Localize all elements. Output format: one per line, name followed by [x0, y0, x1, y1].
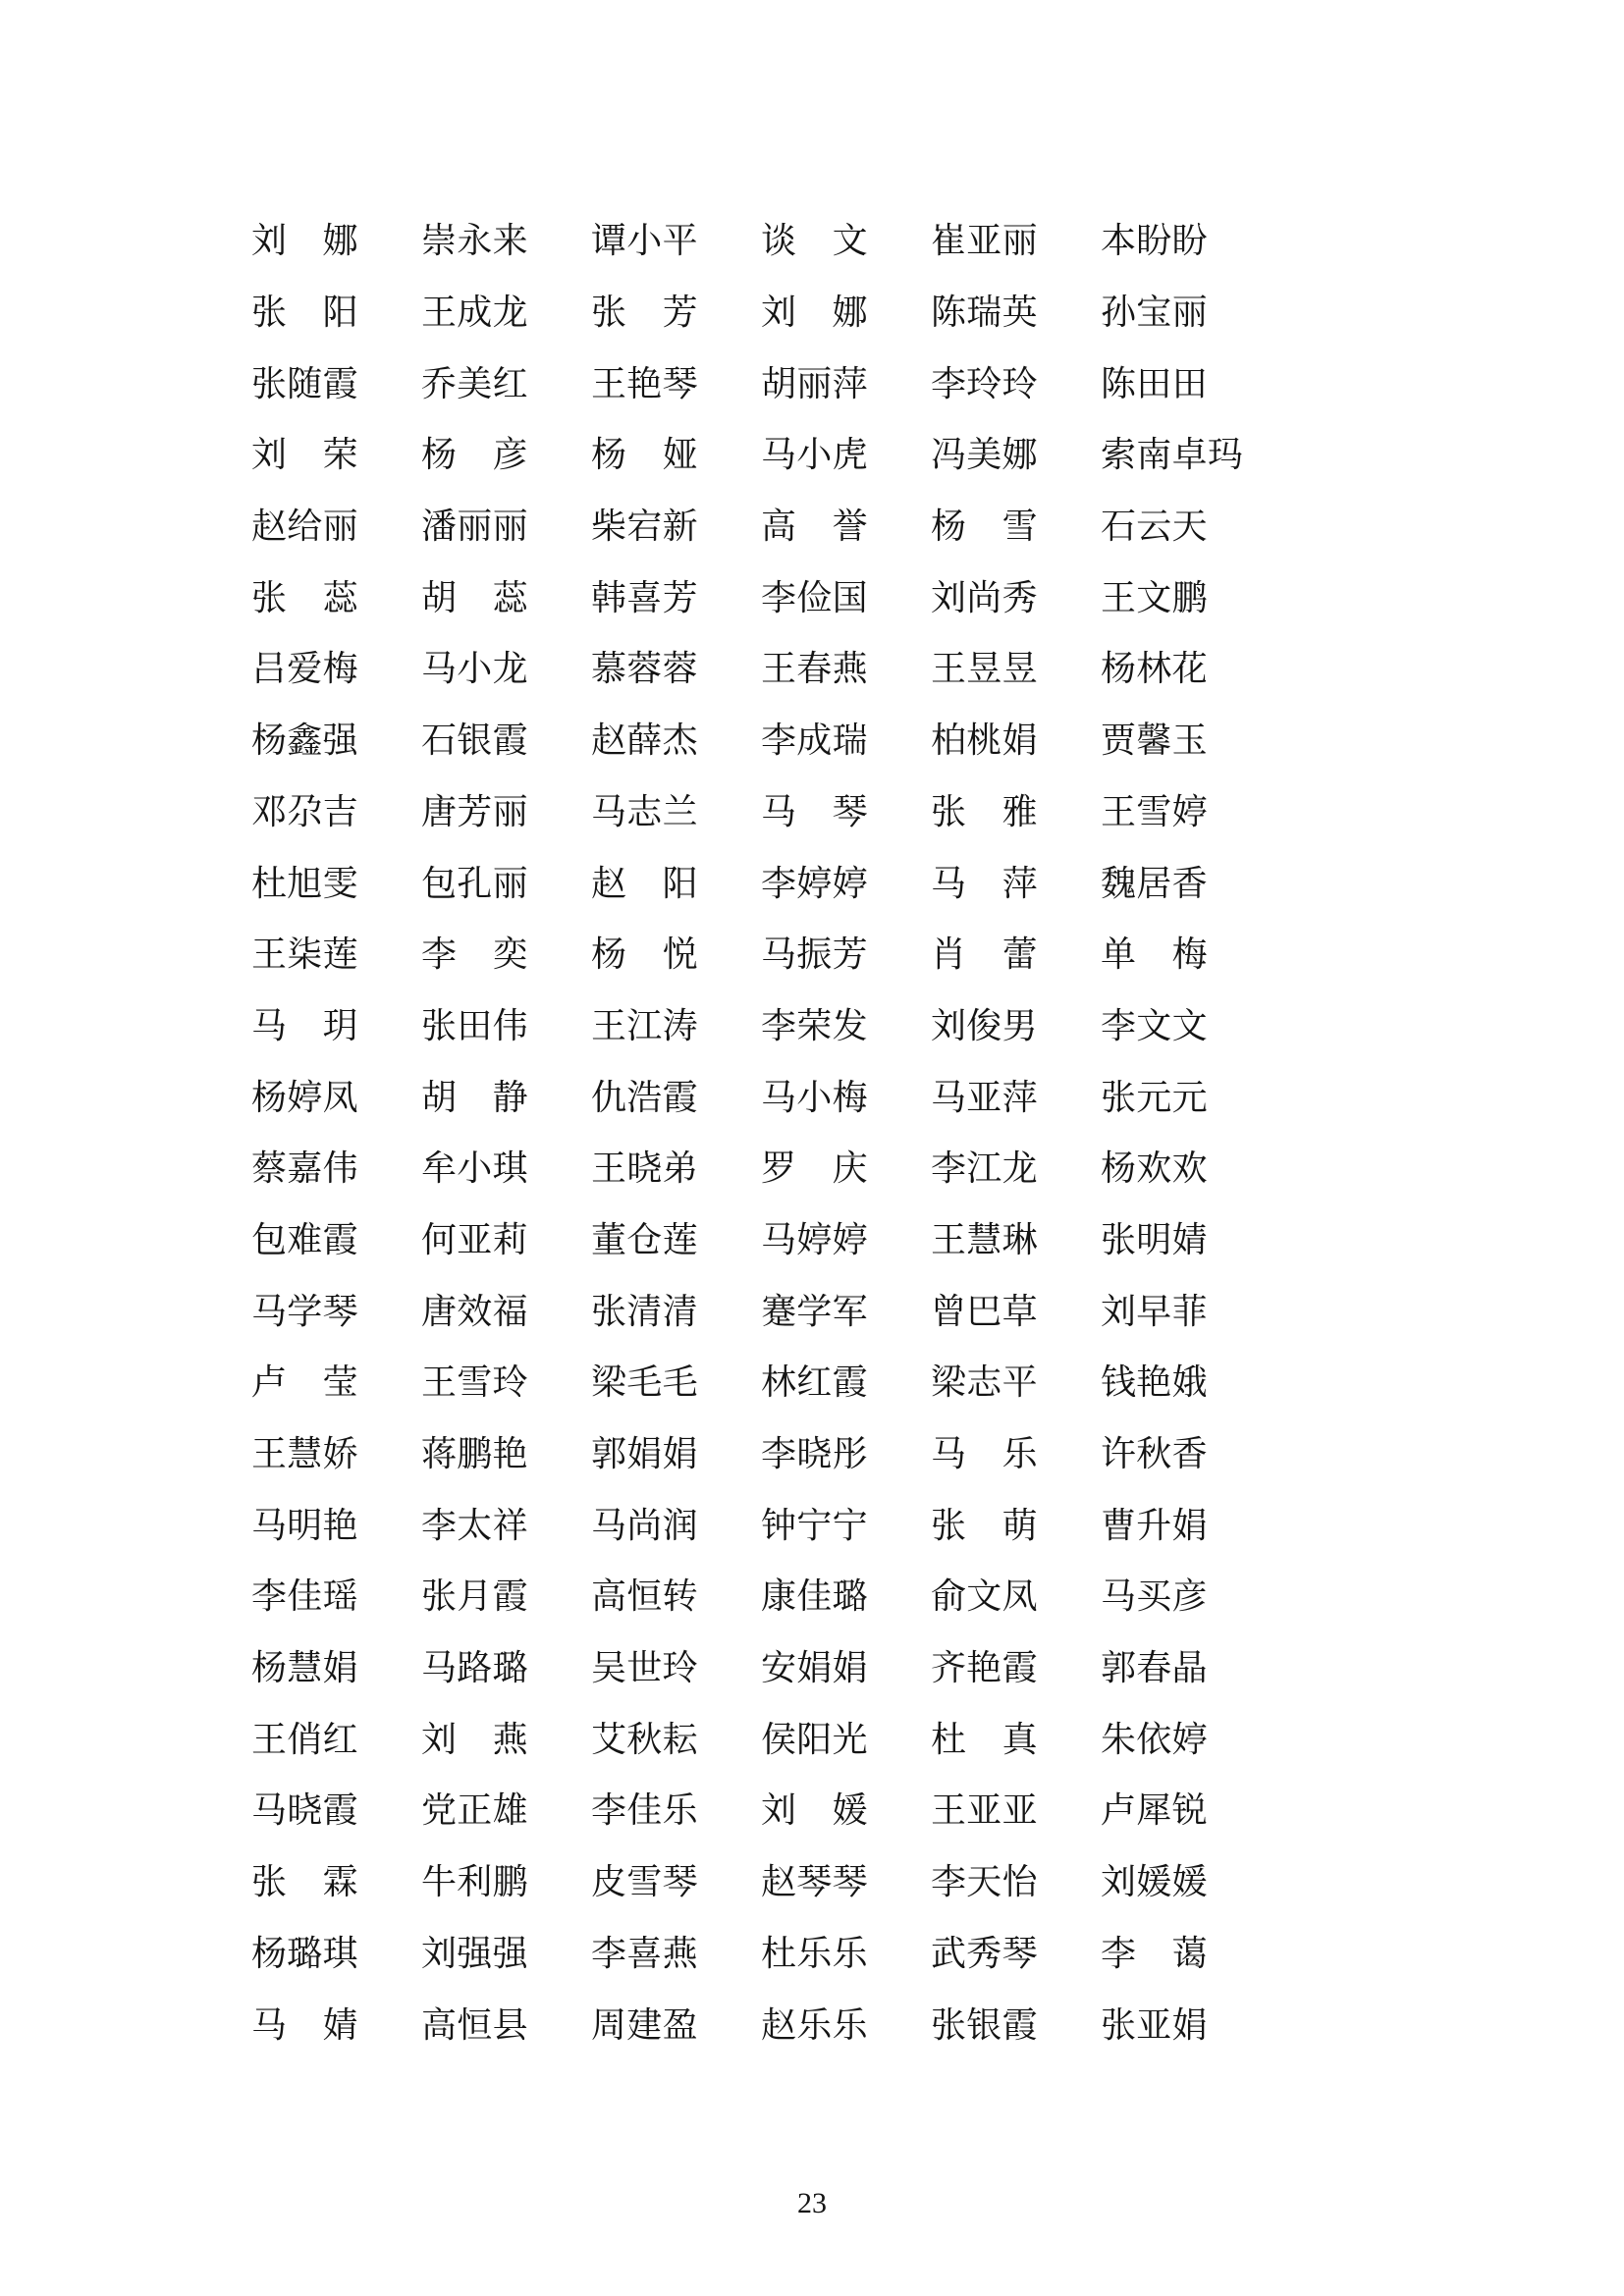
name: 张 蕊 [251, 577, 358, 617]
name: 李荣发 [761, 1005, 868, 1045]
name: 杨鑫强 [251, 721, 358, 761]
name: 单 梅 [1101, 934, 1208, 975]
name: 王文鹏 [1101, 577, 1208, 617]
name-row [251, 1703, 1331, 1775]
name: 马 玥 [251, 1005, 358, 1045]
name-row [251, 1775, 1331, 1846]
name: 张 阳 [251, 293, 358, 333]
name-row [251, 990, 1331, 1062]
name: 慕蓉蓉 [591, 649, 698, 689]
name: 皮雪琴 [591, 1862, 698, 1902]
name: 杜旭雯 [251, 863, 358, 903]
name: 王艳琴 [591, 363, 698, 403]
name: 孙宝丽 [1101, 293, 1208, 333]
name: 朱依婷 [1101, 1719, 1208, 1759]
name: 李成瑞 [761, 721, 868, 761]
name: 赵琴琴 [761, 1862, 868, 1902]
name: 马明艳 [251, 1505, 358, 1545]
name: 张清清 [591, 1291, 698, 1331]
name: 吕爱梅 [251, 649, 358, 689]
name: 俞文凤 [931, 1576, 1038, 1617]
name: 赵乐乐 [761, 2004, 868, 2045]
name: 张 萌 [931, 1505, 1038, 1545]
name: 李俭国 [761, 577, 868, 617]
name: 曹升娟 [1101, 1505, 1208, 1545]
name: 马婷婷 [761, 1219, 868, 1259]
name: 蔡嘉伟 [251, 1148, 358, 1189]
name: 本盼盼 [1101, 221, 1208, 261]
name: 刘 荣 [251, 435, 358, 475]
name: 张月霞 [421, 1576, 528, 1617]
name: 马晓霞 [251, 1790, 358, 1831]
name: 刘尚秀 [931, 577, 1038, 617]
page-number: 23 [797, 2187, 827, 2219]
name: 赵给丽 [251, 507, 358, 547]
name-row [251, 847, 1331, 919]
name-row [251, 1347, 1331, 1418]
name: 石云天 [1101, 507, 1208, 547]
name: 李婷婷 [761, 863, 868, 903]
name: 李文文 [1101, 1005, 1208, 1045]
name: 谭小平 [591, 221, 698, 261]
name: 杜 真 [931, 1719, 1038, 1759]
name: 卢 莹 [251, 1362, 358, 1403]
name: 谈 文 [761, 221, 868, 261]
name-row [251, 919, 1331, 990]
name: 齐艳霞 [931, 1648, 1038, 1688]
name: 杨璐琪 [251, 1933, 358, 1973]
name: 王江涛 [591, 1005, 698, 1045]
name: 王俏红 [251, 1719, 358, 1759]
name-row [251, 205, 1331, 277]
name-row [251, 561, 1331, 633]
name: 王昱昱 [931, 649, 1038, 689]
name: 郭春晶 [1101, 1648, 1208, 1688]
name: 李太祥 [421, 1505, 528, 1545]
name: 张 芳 [591, 293, 698, 333]
name: 肖 蕾 [931, 934, 1038, 975]
name-row [251, 277, 1331, 348]
name: 崇永来 [421, 221, 528, 261]
name: 包难霞 [251, 1219, 358, 1259]
name: 武秀琴 [931, 1933, 1038, 1973]
name: 马亚萍 [931, 1077, 1038, 1117]
name: 张元元 [1101, 1077, 1208, 1117]
name: 刘俊男 [931, 1005, 1038, 1045]
name: 林红霞 [761, 1362, 868, 1403]
name: 柴宕新 [591, 507, 698, 547]
name: 唐效福 [421, 1291, 528, 1331]
name-row [251, 1418, 1331, 1490]
name-row [251, 1846, 1331, 1918]
name: 李江龙 [931, 1148, 1038, 1189]
name-row [251, 419, 1331, 491]
name-row [251, 1632, 1331, 1704]
name: 马志兰 [591, 791, 698, 831]
name: 李佳瑶 [251, 1576, 358, 1617]
name: 王慧琳 [931, 1219, 1038, 1259]
name: 李玲玲 [931, 363, 1038, 403]
name: 马小梅 [761, 1077, 868, 1117]
name: 郭娟娟 [591, 1434, 698, 1474]
name: 李喜燕 [591, 1933, 698, 1973]
name: 刘 燕 [421, 1719, 528, 1759]
name: 杜乐乐 [761, 1933, 868, 1973]
name: 马学琴 [251, 1291, 358, 1331]
name: 刘 娜 [251, 221, 358, 261]
name-row [251, 347, 1331, 419]
name: 艾秋耘 [591, 1719, 698, 1759]
name: 杨 雪 [931, 507, 1038, 547]
name: 党正雄 [421, 1790, 528, 1831]
name: 陈田田 [1101, 363, 1208, 403]
name: 王雪婷 [1101, 791, 1208, 831]
name: 杨 彦 [421, 435, 528, 475]
name: 马尚润 [591, 1505, 698, 1545]
name-row [251, 776, 1331, 848]
name: 张银霞 [931, 2004, 1038, 2045]
name: 侯阳光 [761, 1719, 868, 1759]
name: 吴世玲 [591, 1648, 698, 1688]
name: 包孔丽 [421, 863, 528, 903]
name-row [251, 633, 1331, 705]
name-table [251, 205, 1331, 2060]
name: 李天怡 [931, 1862, 1038, 1902]
name: 刘强强 [421, 1933, 528, 1973]
name: 王柒莲 [251, 934, 358, 975]
name: 张随霞 [251, 363, 358, 403]
name: 乔美红 [421, 363, 528, 403]
name: 韩喜芳 [591, 577, 698, 617]
name: 仇浩霞 [591, 1077, 698, 1117]
name: 刘媛媛 [1101, 1862, 1208, 1902]
name: 钟宁宁 [761, 1505, 868, 1545]
name: 安娟娟 [761, 1648, 868, 1688]
name: 杨 悦 [591, 934, 698, 975]
name: 赵薛杰 [591, 721, 698, 761]
name: 李 奕 [421, 934, 528, 975]
name: 卢犀锐 [1101, 1790, 1208, 1831]
name-row [251, 1989, 1331, 2060]
name: 梁志平 [931, 1362, 1038, 1403]
name: 杨欢欢 [1101, 1148, 1208, 1189]
name: 张田伟 [421, 1005, 528, 1045]
name: 王春燕 [761, 649, 868, 689]
name: 柏桃娟 [931, 721, 1038, 761]
name: 胡丽萍 [761, 363, 868, 403]
name: 崔亚丽 [931, 221, 1038, 261]
name: 罗 庆 [761, 1148, 868, 1189]
name: 马 琴 [761, 791, 868, 831]
name-row [251, 705, 1331, 776]
name: 王雪玲 [421, 1362, 528, 1403]
name: 许秋香 [1101, 1434, 1208, 1474]
name: 马小龙 [421, 649, 528, 689]
name-row [251, 1489, 1331, 1561]
name-row [251, 1561, 1331, 1632]
name: 冯美娜 [931, 435, 1038, 475]
name: 王成龙 [421, 293, 528, 333]
name-row [251, 1061, 1331, 1133]
name: 马买彦 [1101, 1576, 1208, 1617]
name: 潘丽丽 [421, 507, 528, 547]
name: 胡 静 [421, 1077, 528, 1117]
name: 曾巴草 [931, 1291, 1038, 1331]
name: 王晓弟 [591, 1148, 698, 1189]
name: 王亚亚 [931, 1790, 1038, 1831]
name: 索南卓玛 [1101, 435, 1244, 475]
name: 杨林花 [1101, 649, 1208, 689]
name: 何亚莉 [421, 1219, 528, 1259]
name: 石银霞 [421, 721, 528, 761]
name: 张亚娟 [1101, 2004, 1208, 2045]
name: 蒋鹏艳 [421, 1434, 528, 1474]
name: 刘 娜 [761, 293, 868, 333]
name: 马小虎 [761, 435, 868, 475]
name: 杨 娅 [591, 435, 698, 475]
name: 刘早菲 [1101, 1291, 1208, 1331]
name: 牛利鹏 [421, 1862, 528, 1902]
name: 马 婧 [251, 2004, 358, 2045]
name: 钱艳娥 [1101, 1362, 1208, 1403]
name-row [251, 1275, 1331, 1347]
name-row [251, 1918, 1331, 1990]
name: 陈瑞英 [931, 293, 1038, 333]
name-row [251, 491, 1331, 562]
name: 张明婧 [1101, 1219, 1208, 1259]
name: 张 霖 [251, 1862, 358, 1902]
name: 李 蔼 [1101, 1933, 1208, 1973]
name: 王慧娇 [251, 1434, 358, 1474]
name: 康佳璐 [761, 1576, 868, 1617]
name: 马振芳 [761, 934, 868, 975]
name: 李佳乐 [591, 1790, 698, 1831]
name: 梁毛毛 [591, 1362, 698, 1403]
name: 马路璐 [421, 1648, 528, 1688]
name: 贾馨玉 [1101, 721, 1208, 761]
name: 高 誉 [761, 507, 868, 547]
name: 牟小琪 [421, 1148, 528, 1189]
name: 魏居香 [1101, 863, 1208, 903]
name: 董仓莲 [591, 1219, 698, 1259]
name: 马 乐 [931, 1434, 1038, 1474]
name: 马 萍 [931, 863, 1038, 903]
name: 李晓彤 [761, 1434, 868, 1474]
name: 唐芳丽 [421, 791, 528, 831]
name: 胡 蕊 [421, 577, 528, 617]
name: 杨婷凤 [251, 1077, 358, 1117]
name: 邓尕吉 [251, 791, 358, 831]
name: 赵 阳 [591, 863, 698, 903]
name: 高恒县 [421, 2004, 528, 2045]
name: 蹇学军 [761, 1291, 868, 1331]
name: 杨慧娟 [251, 1648, 358, 1688]
name: 周建盈 [591, 2004, 698, 2045]
name: 高恒转 [591, 1576, 698, 1617]
name-row [251, 1204, 1331, 1276]
name: 刘 媛 [761, 1790, 868, 1831]
name-row [251, 1133, 1331, 1204]
name: 张 雅 [931, 791, 1038, 831]
